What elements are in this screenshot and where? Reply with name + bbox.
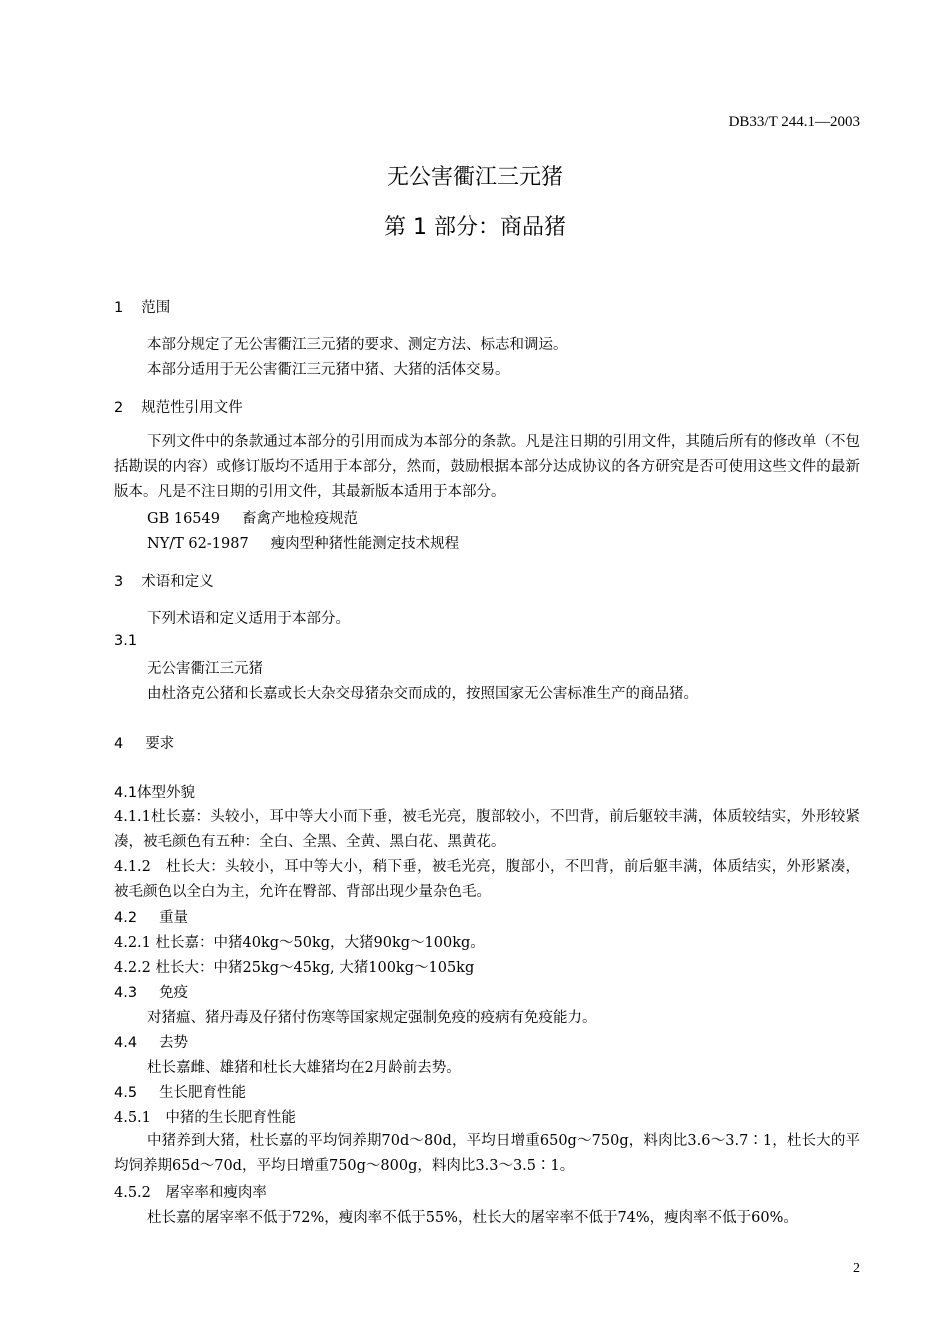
clause-title: 重量	[159, 910, 189, 926]
clause-title: 去势	[159, 1035, 189, 1051]
reference-code: GB 16549	[147, 511, 220, 527]
clause-text: 4.1.1杜长嘉：头较小，耳中等大小而下垂，被毛光亮，腹部较小，不凹背，前后躯较丰满，体质较结实，外形较紧凑，被毛颜色有五种：全白、全黑、全黄、黑白花、黑黄花。	[114, 809, 860, 850]
section-number: 1	[114, 300, 124, 316]
clause-title: 免疫	[159, 985, 189, 1001]
clause-text: 中猪养到大猪，杜长嘉的平均饲养期70d～80d，平均日增重650g～750g，料肉比3.6～3.7∶1，杜长大的平均饲养期65d～70d，平均日增重750g～800g，料肉比3.3～3.5∶1。	[114, 1133, 860, 1174]
clause-number: 3.1	[114, 633, 138, 649]
reference-title: 畜禽产地检疫规范	[241, 511, 358, 527]
clause-number: 4.5	[114, 1085, 138, 1101]
section-number: 2	[114, 400, 124, 416]
clause-text: 4.2.1 杜长嘉：中猪40kg～50kg，大猪90kg～100kg。	[114, 935, 485, 951]
clause-title: 生长肥育性能	[159, 1085, 247, 1101]
section-title: 术语和定义	[141, 574, 214, 590]
clause-heading: 4.1体型外貌	[114, 785, 196, 801]
clause-number: 4.4	[114, 1035, 138, 1051]
reference-code: NY/T 62-1987	[147, 536, 249, 552]
reference-item	[147, 532, 459, 553]
clause-number: 4.2	[114, 910, 138, 926]
reference-title: 瘦肉型种猪性能测定技术规程	[270, 536, 460, 552]
clause-text: 对猪瘟、猪丹毒及仔猪付伤寒等国家规定强制免疫的疫病有免疫能力。	[147, 1010, 597, 1026]
term-definition: 由杜洛克公猪和长嘉或长大杂交母猪杂交而成的，按照国家无公害标准生产的商品猪。	[147, 686, 698, 702]
section-1-heading	[114, 296, 170, 317]
clause-text: 杜长嘉的屠宰率不低于72%，瘦肉率不低于55%，杜长大的屠宰率不低于74%，瘦肉率不低于60%。	[147, 1210, 798, 1226]
clause-heading	[114, 981, 188, 1002]
document-subtitle: 第 1 部分：商品猪	[384, 215, 566, 240]
section-2-paragraph: 下列文件中的条款通过本部分的引用而成为本部分的条款。凡是注日期的引用文件，其随后所有的修改单（不包括勘误的内容）或修订版均不适用于本部分，然而，鼓励根据本部分达成协议的各方研究是否可使用这些文件的最新版本。凡是不注日期的引用文件，其最新版本适用于本部分。	[114, 434, 860, 500]
clause-text: 杜长嘉雌、雄猪和杜长大雄猪均在2月龄前去势。	[147, 1060, 461, 1076]
clause-text: 4.2.2 杜长大：中猪25kg～45kg, 大猪100kg～105kg	[114, 960, 475, 976]
document-title: 无公害衢江三元猪	[386, 165, 563, 190]
term-name: 无公害衢江三元猪	[147, 661, 263, 677]
clause-number: 4.3	[114, 985, 138, 1001]
section-4-heading	[114, 732, 174, 753]
clause-subheading: 4.5.1 中猪的生长肥育性能	[114, 1110, 296, 1126]
section-title: 规范性引用文件	[141, 400, 243, 416]
section-3-paragraph: 下列术语和定义适用于本部分。	[147, 611, 350, 627]
section-1-paragraph: 本部分规定了无公害衢江三元猪的要求、测定方法、标志和调运。	[147, 337, 568, 353]
clause-heading	[114, 1081, 246, 1102]
clause-text: 4.1.2 杜长大：头较小，耳中等大小，稍下垂，被毛光亮，腹部小，不凹背，前后躯丰满，体质结实，外形紧凑，被毛颜色以全白为主，允许在臀部、背部出现少量杂色毛。	[114, 859, 860, 900]
section-2-heading	[114, 396, 243, 417]
clause-subheading: 4.5.2 屠宰率和瘦肉率	[114, 1185, 267, 1201]
section-title: 要求	[145, 736, 175, 752]
section-1-paragraph: 本部分适用于无公害衢江三元猪中猪、大猪的活体交易。	[147, 362, 510, 378]
section-number: 3	[114, 574, 124, 590]
clause-heading	[114, 1031, 188, 1052]
page-number: 2	[853, 1261, 860, 1276]
section-title: 范围	[141, 300, 171, 316]
section-3-heading	[114, 570, 214, 591]
document-number: DB33/T 244.1—2003	[728, 114, 860, 130]
clause-heading	[114, 906, 188, 927]
section-number: 4	[114, 736, 124, 752]
reference-item	[147, 507, 358, 528]
